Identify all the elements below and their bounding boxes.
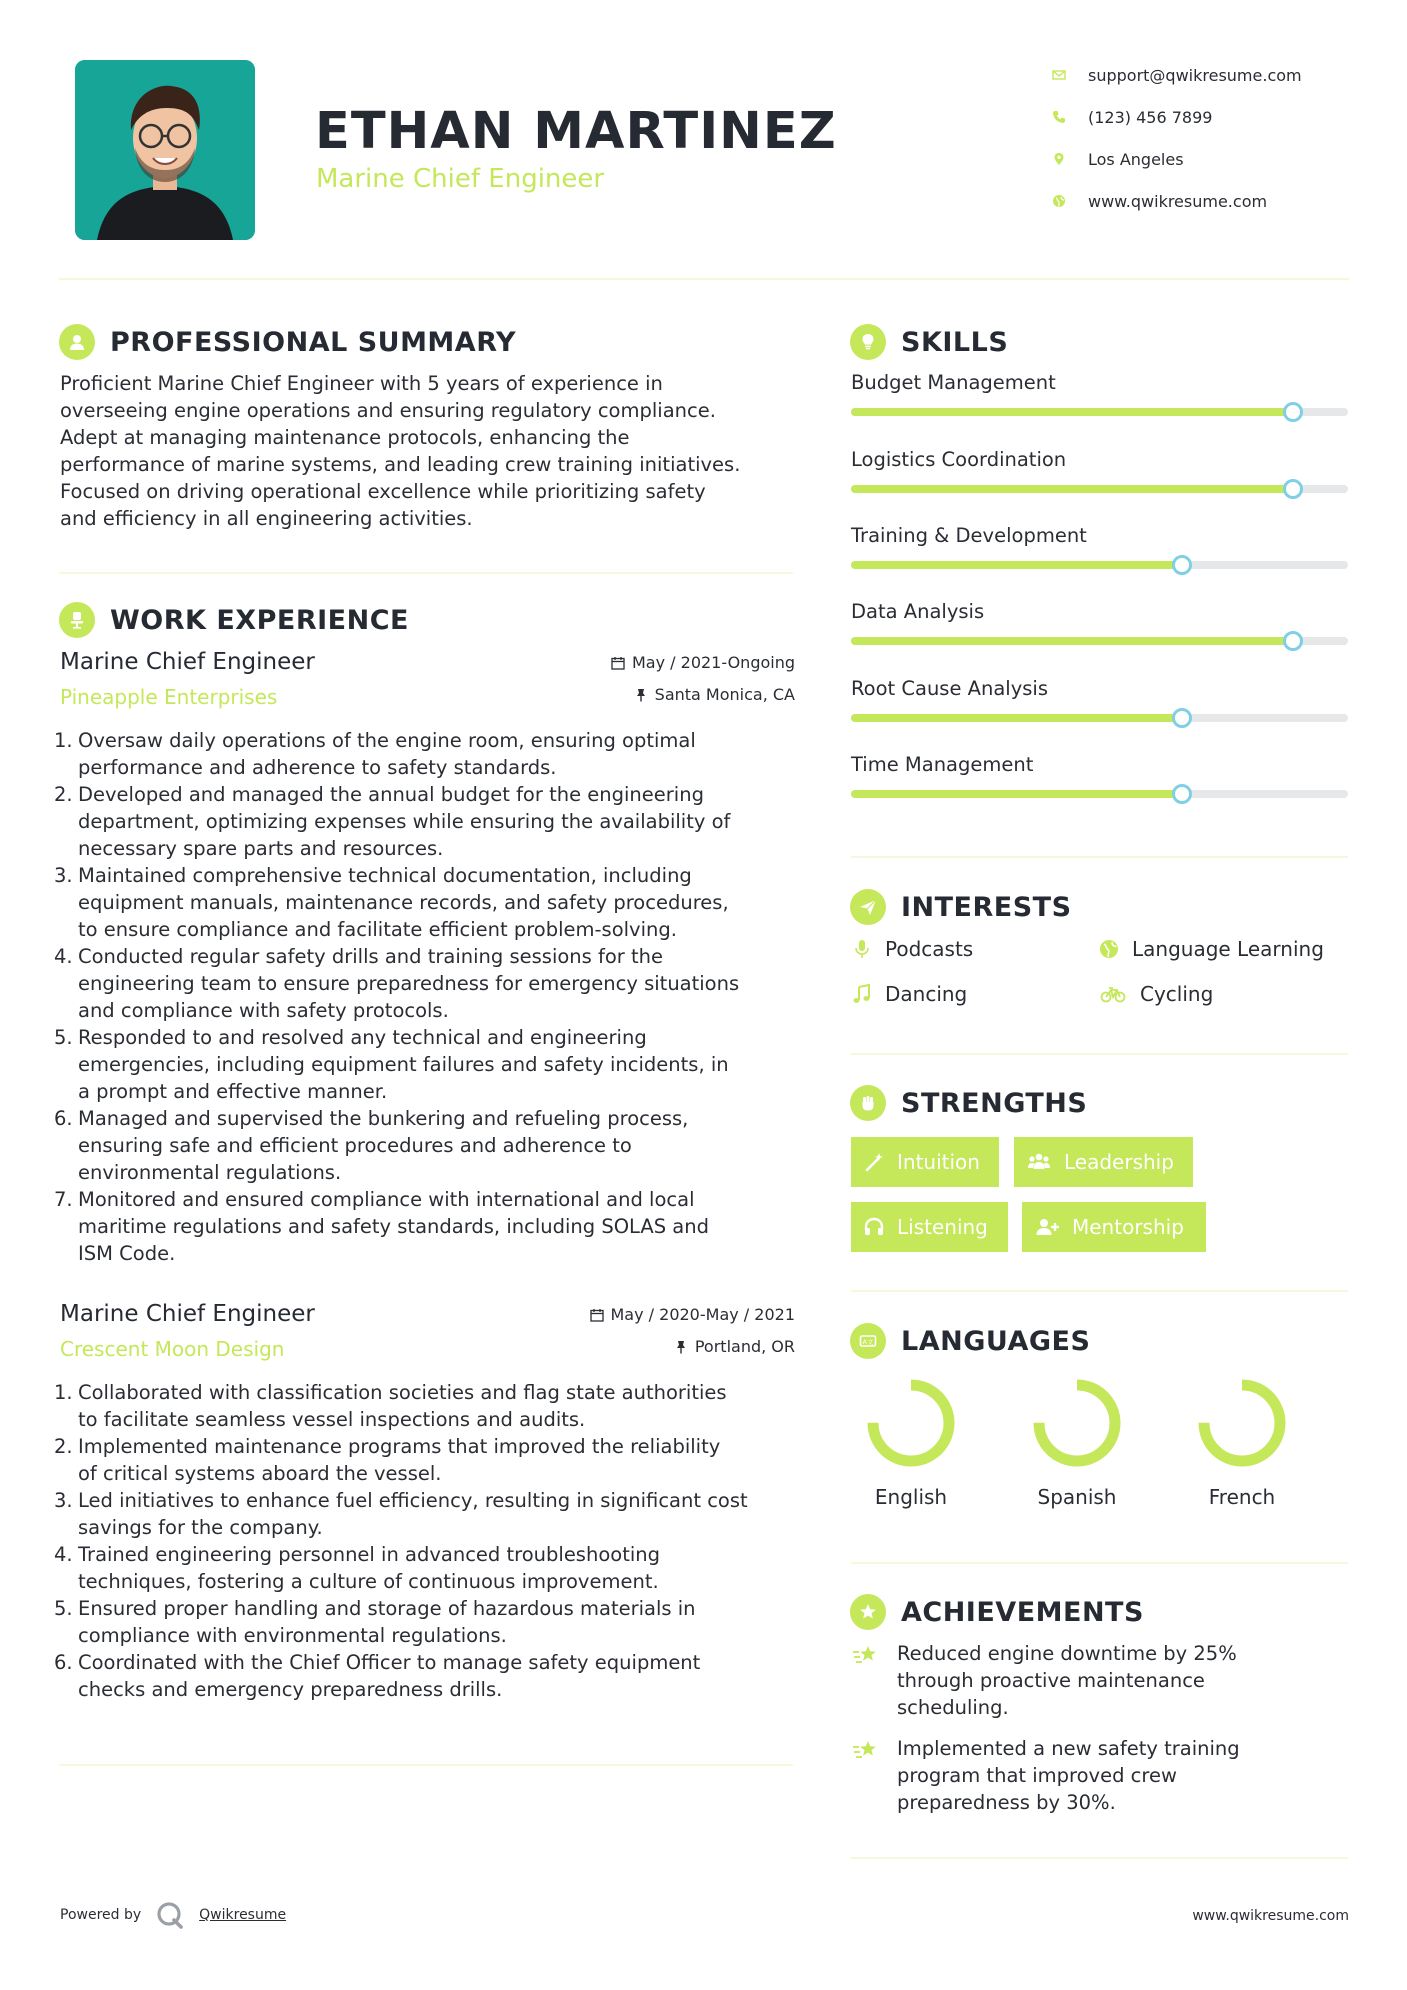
interest-item: [851, 982, 967, 1006]
achievement-item: [851, 1735, 1321, 1816]
skill-fill: [851, 485, 1293, 493]
globe-icon: [1098, 938, 1120, 960]
language-dial: [1029, 1375, 1125, 1471]
language-name: French: [1208, 1485, 1276, 1509]
phone-icon: [1052, 110, 1088, 124]
list-item: 1. Collaborated with classification societies and flag state authorities to facilitate seamless vessel inspections and audits.: [54, 1381, 727, 1431]
summary-line: performance of marine systems, and leading crew training initiatives.: [60, 453, 741, 476]
qwikresume-logo-icon: [155, 1900, 185, 1930]
language-name: English: [874, 1485, 948, 1509]
contact-phone-text: (123) 456 7899: [1088, 107, 1213, 127]
skill-knob: [1283, 631, 1303, 651]
experience-heading: [59, 602, 409, 638]
list-item: 2. Developed and managed the annual budget for the engineering department, optimizing expenses while ensuring the availability of necessary spare parts and resources.: [54, 783, 731, 860]
music-note-icon: [851, 983, 873, 1005]
contact-website[interactable]: [1052, 180, 1382, 222]
list-item: 6. Managed and supervised the bunkering and refueling process, ensuring safe and efficient procedures and adherence to environmental regulations.: [54, 1107, 689, 1184]
chair-icon: [59, 602, 95, 638]
list-item: 3. Led initiatives to enhance fuel efficiency, resulting in significant cost savings for the company.: [54, 1489, 748, 1539]
skill-item: [851, 753, 1348, 813]
user-plus-icon: [1034, 1216, 1060, 1238]
language-ring: [1204, 1385, 1280, 1461]
skill-knob: [1283, 402, 1303, 422]
skill-fill: [851, 408, 1293, 416]
skill-knob: [1172, 784, 1192, 804]
section-divider: [851, 856, 1348, 858]
strength-label: Leadership: [1064, 1150, 1174, 1174]
language-dial: [1194, 1375, 1290, 1471]
powered-by-label: Powered by: [60, 1907, 142, 1923]
skill-item: [851, 677, 1348, 737]
microphone-icon: [851, 938, 873, 960]
summary-line: Focused on driving operational excellence while prioritizing safety: [60, 480, 706, 503]
achievement-text: Reduced engine downtime by 25% through proactive maintenance scheduling.: [897, 1642, 1237, 1719]
skill-track: [851, 408, 1348, 416]
svg-text:A文: A文: [862, 1338, 874, 1346]
strength-badge: [851, 1137, 999, 1187]
skill-item: [851, 448, 1348, 508]
calendar-icon: [611, 656, 625, 670]
globe-icon: [1052, 194, 1088, 208]
fist-icon: [850, 1085, 886, 1121]
skills-title: SKILLS: [901, 326, 1009, 358]
interest-item: [851, 937, 973, 961]
section-divider: [851, 1857, 1348, 1859]
language-dial: [863, 1375, 959, 1471]
section-divider: [851, 1562, 1348, 1564]
skill-name: Logistics Coordination: [851, 448, 1067, 471]
contact-phone[interactable]: [1052, 96, 1382, 138]
map-pin-icon: [1052, 152, 1088, 166]
pushpin-icon: [634, 688, 648, 702]
list-item: 4. Trained engineering personnel in advanced troubleshooting techniques, fostering a culture of continuous improvement.: [54, 1543, 660, 1593]
summary-heading: [59, 324, 516, 360]
interest-label: Podcasts: [885, 937, 974, 961]
calendar-icon: [590, 1308, 604, 1322]
bicycle-icon: [1098, 983, 1128, 1005]
summary-title: PROFESSIONAL SUMMARY: [110, 326, 517, 358]
contact-website-text: www.qwikresume.com: [1088, 191, 1268, 211]
summary-line: Proficient Marine Chief Engineer with 5 years of experience in: [60, 372, 663, 395]
language-item: [851, 1375, 971, 1509]
skill-name: Budget Management: [851, 371, 1056, 394]
skills-heading: [850, 324, 1008, 360]
achievement-item: [851, 1640, 1321, 1721]
strength-badge: [1014, 1137, 1193, 1187]
skill-knob: [1283, 479, 1303, 499]
job-title: Marine Chief Engineer: [60, 649, 315, 675]
header-divider: [59, 278, 1349, 280]
skill-item: [851, 524, 1348, 584]
language-icon: [850, 1323, 886, 1359]
skill-knob: [1172, 555, 1192, 575]
list-item: 7. Monitored and ensured compliance with international and local maritime regulations and safety standards, including SOLAS and ISM Code.: [54, 1188, 709, 1265]
list-item: 3. Maintained comprehensive technical documentation, including equipment manuals, maintenance records, and safety procedures, to ensure compliance and facilitate efficient problem-solving.: [54, 864, 729, 941]
skill-item: [851, 371, 1348, 431]
job-title: Marine Chief Engineer: [60, 1301, 315, 1327]
language-item: [1182, 1375, 1302, 1509]
achievement-text: Implemented a new safety training program that improved crew preparedness by 30%.: [897, 1737, 1240, 1814]
job-location-text: Portland, OR: [694, 1337, 795, 1356]
section-divider: [851, 1053, 1348, 1055]
contact-location: [1052, 138, 1382, 180]
strength-badge: [851, 1202, 1008, 1252]
shooting-star-icon: [851, 1640, 881, 1670]
job-location: [674, 1337, 795, 1356]
interest-label: Dancing: [885, 982, 968, 1006]
skill-name: Time Management: [851, 753, 1034, 776]
profile-photo: [75, 60, 255, 240]
interest-item: [1098, 937, 1324, 961]
summary-line: overseeing engine operations and ensuring regulatory compliance.: [60, 399, 716, 422]
user-icon: [59, 324, 95, 360]
candidate-name: ETHAN MARTINEZ: [315, 102, 837, 161]
contact-email-text: support@qwikresume.com: [1088, 65, 1302, 85]
contact-location-text: Los Angeles: [1088, 149, 1184, 169]
envelope-icon: [1052, 68, 1088, 82]
section-divider: [59, 572, 793, 574]
job-location: [634, 685, 795, 704]
strength-label: Listening: [897, 1215, 988, 1239]
strength-label: Intuition: [897, 1150, 980, 1174]
language-name: Spanish: [1037, 1485, 1117, 1509]
experience-title: WORK EXPERIENCE: [110, 604, 409, 636]
qwikresume-link[interactable]: Qwikresume: [199, 1907, 287, 1923]
job-date-text: May / 2020-May / 2021: [610, 1305, 795, 1324]
skill-fill: [851, 561, 1182, 569]
section-divider: [851, 1290, 1348, 1292]
summary-text: [60, 370, 795, 532]
skill-track: [851, 790, 1348, 798]
shooting-star-icon: [851, 1735, 881, 1765]
skill-track: [851, 561, 1348, 569]
contact-block: [1052, 54, 1382, 222]
skill-track: [851, 637, 1348, 645]
job-company: Crescent Moon Design: [60, 1337, 285, 1361]
skill-fill: [851, 790, 1182, 798]
lightbulb-icon: [850, 324, 886, 360]
interest-item: [1098, 982, 1213, 1006]
strength-label: Mentorship: [1072, 1215, 1184, 1239]
group-icon: [1026, 1151, 1052, 1173]
list-item: 2. Implemented maintenance programs that improved the reliability of critical systems aboard the vessel.: [54, 1435, 721, 1485]
list-item: 1. Oversaw daily operations of the engine room, ensuring optimal performance and adherence to safety standards.: [54, 729, 696, 779]
skill-name: Training & Development: [851, 524, 1087, 547]
list-item: 5. Ensured proper handling and storage of hazardous materials in compliance with environmental regulations.: [54, 1597, 696, 1647]
job-date: [611, 653, 795, 672]
language-ring: [873, 1385, 949, 1461]
headphones-icon: [863, 1216, 885, 1238]
skill-fill: [851, 637, 1293, 645]
job-entry: [54, 649, 795, 1269]
job-company: Pineapple Enterprises: [60, 685, 278, 709]
skill-name: Data Analysis: [851, 600, 985, 623]
candidate-title: Marine Chief Engineer: [316, 164, 605, 194]
paper-plane-icon: [850, 889, 886, 925]
job-location-text: Santa Monica, CA: [654, 685, 795, 704]
achievements-heading: [850, 1594, 1144, 1630]
summary-line: Adept at managing maintenance protocols, enhancing the: [60, 426, 630, 449]
skill-fill: [851, 714, 1182, 722]
interests-heading: [850, 889, 1072, 925]
skill-name: Root Cause Analysis: [851, 677, 1048, 700]
job-duties: [54, 1379, 795, 1703]
interests-title: INTERESTS: [901, 891, 1072, 923]
footer-website-link[interactable]: www.qwikresume.com: [1192, 1908, 1349, 1924]
job-date: [590, 1305, 796, 1324]
languages-title: LANGUAGES: [901, 1325, 1091, 1357]
footer-powered-by: [60, 1900, 286, 1930]
star-badge-icon: [850, 1594, 886, 1630]
strengths-heading: [850, 1085, 1087, 1121]
achievements-title: ACHIEVEMENTS: [901, 1596, 1144, 1628]
job-entry: [54, 1301, 795, 1721]
magic-wand-icon: [863, 1151, 885, 1173]
interest-label: Cycling: [1140, 982, 1214, 1006]
list-item: 6. Coordinated with the Chief Officer to manage safety equipment checks and emergency preparedness drills.: [54, 1651, 701, 1701]
languages-heading: [850, 1323, 1090, 1359]
skill-track: [851, 485, 1348, 493]
summary-line: and efficiency in all engineering activities.: [60, 507, 473, 530]
strengths-title: STRENGTHS: [901, 1087, 1088, 1119]
list-item: 4. Conducted regular safety drills and training sessions for the engineering team to ensure preparedness for emergency situations and compliance with safety protocols.: [54, 945, 740, 1022]
list-item: 5. Responded to and resolved any technical and engineering emergencies, including equipment failures and safety incidents, in a prompt and effective manner.: [54, 1026, 729, 1103]
pushpin-icon: [674, 1340, 688, 1354]
section-divider: [59, 1764, 793, 1766]
avatar-icon: [75, 60, 255, 240]
strength-badge: [1022, 1202, 1206, 1252]
skill-track: [851, 714, 1348, 722]
language-ring: [1039, 1385, 1115, 1461]
language-item: [1017, 1375, 1137, 1509]
interest-label: Language Learning: [1132, 937, 1324, 961]
skill-item: [851, 600, 1348, 660]
skill-knob: [1172, 708, 1192, 728]
contact-email[interactable]: [1052, 54, 1382, 96]
job-date-text: May / 2021-Ongoing: [632, 653, 795, 672]
job-duties: [54, 727, 795, 1267]
